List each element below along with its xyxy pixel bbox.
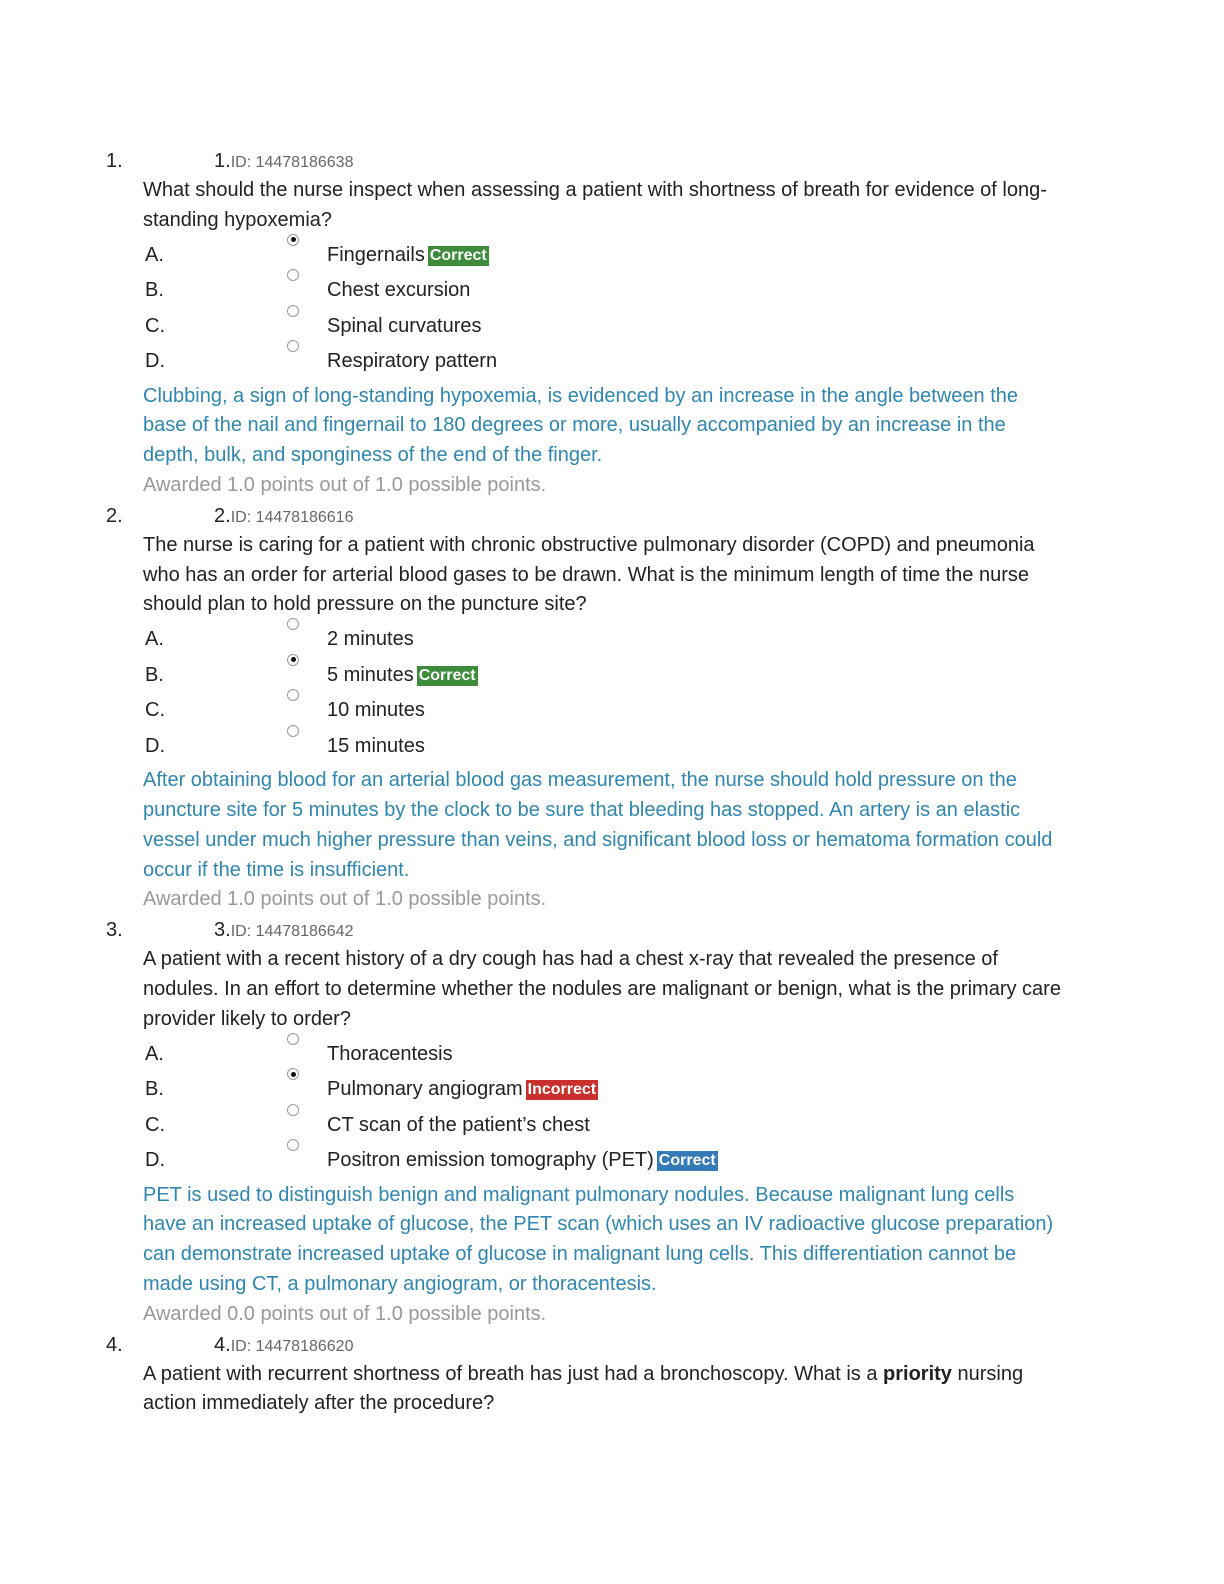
- option-text: Pulmonary angiogram: [327, 1078, 523, 1101]
- option-content: [327, 244, 489, 266]
- radio-unselected-icon[interactable]: [287, 340, 299, 352]
- answer-option[interactable]: [0, 240, 1224, 276]
- question-text: [143, 531, 1063, 620]
- radio-unselected-icon[interactable]: [287, 1139, 299, 1151]
- radio-unselected-icon[interactable]: [287, 305, 299, 317]
- answer-option[interactable]: [0, 275, 1224, 311]
- question-text-part: A patient with recurrent shortness of breath has just had a bronchoscopy. What is a: [143, 1362, 884, 1385]
- answer-option[interactable]: [0, 731, 1224, 767]
- option-content: [327, 664, 478, 686]
- option-letter: B.: [145, 1078, 164, 1101]
- quiz-results: [0, 146, 1224, 1419]
- option-text: Spinal curvatures: [327, 314, 482, 337]
- answer-option[interactable]: [0, 1074, 1224, 1110]
- question-number: 3.: [106, 919, 123, 942]
- answer-option[interactable]: [0, 1110, 1224, 1146]
- answer-explanation: PET is used to distinguish benign and malignant pulmonary nodules. Because malignant lung cells have an increased uptake of glucose, the PET scan (which uses an IV radioactive glucose preparation) can demonstrate increased uptake of glucose in malignant lung cells. This differentiation cannot be made using CT, a pulmonary angiogram, or thoracentesis.: [143, 1183, 1054, 1295]
- question-inner-number-and-id: [214, 505, 353, 529]
- question-id: ID: 14478186642: [230, 923, 354, 941]
- question-inner-number-and-id: [214, 150, 353, 174]
- option-content: [327, 1043, 453, 1065]
- option-letter: C.: [145, 699, 165, 722]
- question-item: [0, 146, 1224, 501]
- question-number: 1.: [106, 150, 123, 172]
- question-inner-number: 2.: [214, 504, 231, 527]
- radio-selected-icon[interactable]: [287, 1068, 299, 1080]
- option-content: [327, 279, 470, 301]
- radio-unselected-icon[interactable]: [287, 725, 299, 737]
- option-text: Respiratory pattern: [327, 350, 498, 373]
- answer-option[interactable]: [0, 624, 1224, 660]
- question-header: [0, 146, 1224, 176]
- option-letter: D.: [145, 350, 165, 373]
- correct-badge: Correct: [658, 1152, 716, 1170]
- radio-selected-icon[interactable]: [287, 234, 299, 246]
- answer-option[interactable]: [0, 1145, 1224, 1181]
- question-text-part: nursing action immediately after the procedure?: [143, 1362, 1024, 1415]
- option-content: [327, 735, 425, 757]
- question-header: [0, 501, 1224, 531]
- question-text-part: The nurse is caring for a patient with chronic obstructive pulmonary disorder (COPD) and pneumonia who has an order for arterial blood gases to be drawn. What is the minimum length of time the nurse should plan to hold pressure on the puncture site?: [143, 533, 1035, 616]
- question-text: [143, 945, 1063, 1034]
- radio-selected-icon[interactable]: [287, 654, 299, 666]
- question-number: 2.: [106, 504, 123, 527]
- question-text-part: A patient with a recent history of a dry cough has had a chest x-ray that revealed the presence of nodules. In an effort to determine whether the nodules are malignant or benign, what is the primary care provider likely to order?: [143, 948, 1061, 1030]
- option-content: [327, 1078, 598, 1100]
- option-text: Thoracentesis: [327, 1042, 453, 1065]
- option-content: [327, 350, 497, 372]
- answer-options: [0, 1039, 1224, 1181]
- radio-unselected-icon[interactable]: [287, 689, 299, 701]
- option-text: 5 minutes: [327, 663, 414, 686]
- option-letter: B.: [145, 663, 164, 686]
- option-text: Chest excursion: [327, 279, 471, 302]
- question-item: [0, 915, 1224, 1329]
- question-id: ID: 14478186616: [230, 508, 354, 526]
- option-content: [327, 1114, 590, 1136]
- option-letter: C.: [145, 314, 165, 337]
- answer-explanation: Clubbing, a sign of long-standing hypoxemia, is evidenced by an increase in the angle between the base of the nail and fingernail to 180 degrees or more, usually accompanied by an increase in the depth, bulk, and sponginess of the end of the finger.: [143, 384, 1019, 467]
- radio-unselected-icon[interactable]: [287, 1104, 299, 1116]
- question-inner-number: 1.: [214, 150, 231, 172]
- option-letter: C.: [145, 1113, 165, 1136]
- option-letter: D.: [145, 1149, 165, 1172]
- correct-badge: Correct: [418, 666, 476, 684]
- answer-options: [0, 624, 1224, 766]
- points-awarded: Awarded 1.0 points out of 1.0 possible points.: [143, 888, 547, 911]
- answer-options: [0, 240, 1224, 382]
- option-content: [327, 1149, 718, 1171]
- question-item: [0, 501, 1224, 915]
- option-content: [327, 315, 482, 337]
- radio-unselected-icon[interactable]: [287, 269, 299, 281]
- question-inner-number: 3.: [214, 919, 231, 942]
- option-letter: D.: [145, 734, 165, 757]
- question-text-part: What should the nurse inspect when assessing a patient with shortness of breath for evidence of long-standing hypoxemia?: [143, 179, 1047, 231]
- option-letter: A.: [145, 1042, 164, 1065]
- answer-option[interactable]: [0, 660, 1224, 696]
- question-text: [143, 1360, 1063, 1420]
- answer-option[interactable]: [0, 311, 1224, 347]
- question-item: [0, 1330, 1224, 1420]
- radio-unselected-icon[interactable]: [287, 1033, 299, 1045]
- question-id: ID: 14478186620: [230, 1337, 354, 1355]
- incorrect-badge: Incorrect: [527, 1081, 597, 1099]
- option-content: [327, 628, 414, 650]
- option-text: Fingernails: [327, 243, 425, 266]
- points-awarded: Awarded 0.0 points out of 1.0 possible points.: [143, 1302, 547, 1325]
- option-letter: A.: [145, 628, 164, 651]
- question-header: [0, 915, 1224, 945]
- option-letter: B.: [145, 279, 164, 302]
- question-inner-number: 4.: [214, 1333, 231, 1356]
- option-letter: A.: [145, 243, 164, 266]
- points-awarded: Awarded 1.0 points out of 1.0 possible points.: [143, 473, 547, 496]
- answer-option[interactable]: [0, 1039, 1224, 1075]
- answer-option[interactable]: [0, 695, 1224, 731]
- option-content: [327, 699, 425, 721]
- option-text: 10 minutes: [327, 699, 425, 722]
- question-inner-number-and-id: [214, 1334, 353, 1358]
- option-text: 2 minutes: [327, 628, 414, 651]
- option-text: Positron emission tomography (PET): [327, 1149, 654, 1172]
- answer-explanation: After obtaining blood for an arterial blood gas measurement, the nurse should hold pressure on the puncture site for 5 minutes by the clock to be sure that bleeding has stopped. An artery is an elastic vessel under much higher pressure than veins, and significant blood loss or hematoma formation could occur if the time is insufficient.: [143, 769, 1053, 881]
- option-text: 15 minutes: [327, 734, 425, 757]
- answer-option[interactable]: [0, 346, 1224, 382]
- correct-badge: Correct: [429, 246, 487, 264]
- option-text: CT scan of the patient’s chest: [327, 1113, 590, 1136]
- question-text-emphasis: priority: [883, 1362, 952, 1385]
- radio-unselected-icon[interactable]: [287, 618, 299, 630]
- question-inner-number-and-id: [214, 919, 353, 943]
- question-number: 4.: [106, 1333, 123, 1356]
- question-header: [0, 1330, 1224, 1360]
- question-id: ID: 14478186638: [230, 154, 354, 171]
- question-text: [143, 176, 1063, 236]
